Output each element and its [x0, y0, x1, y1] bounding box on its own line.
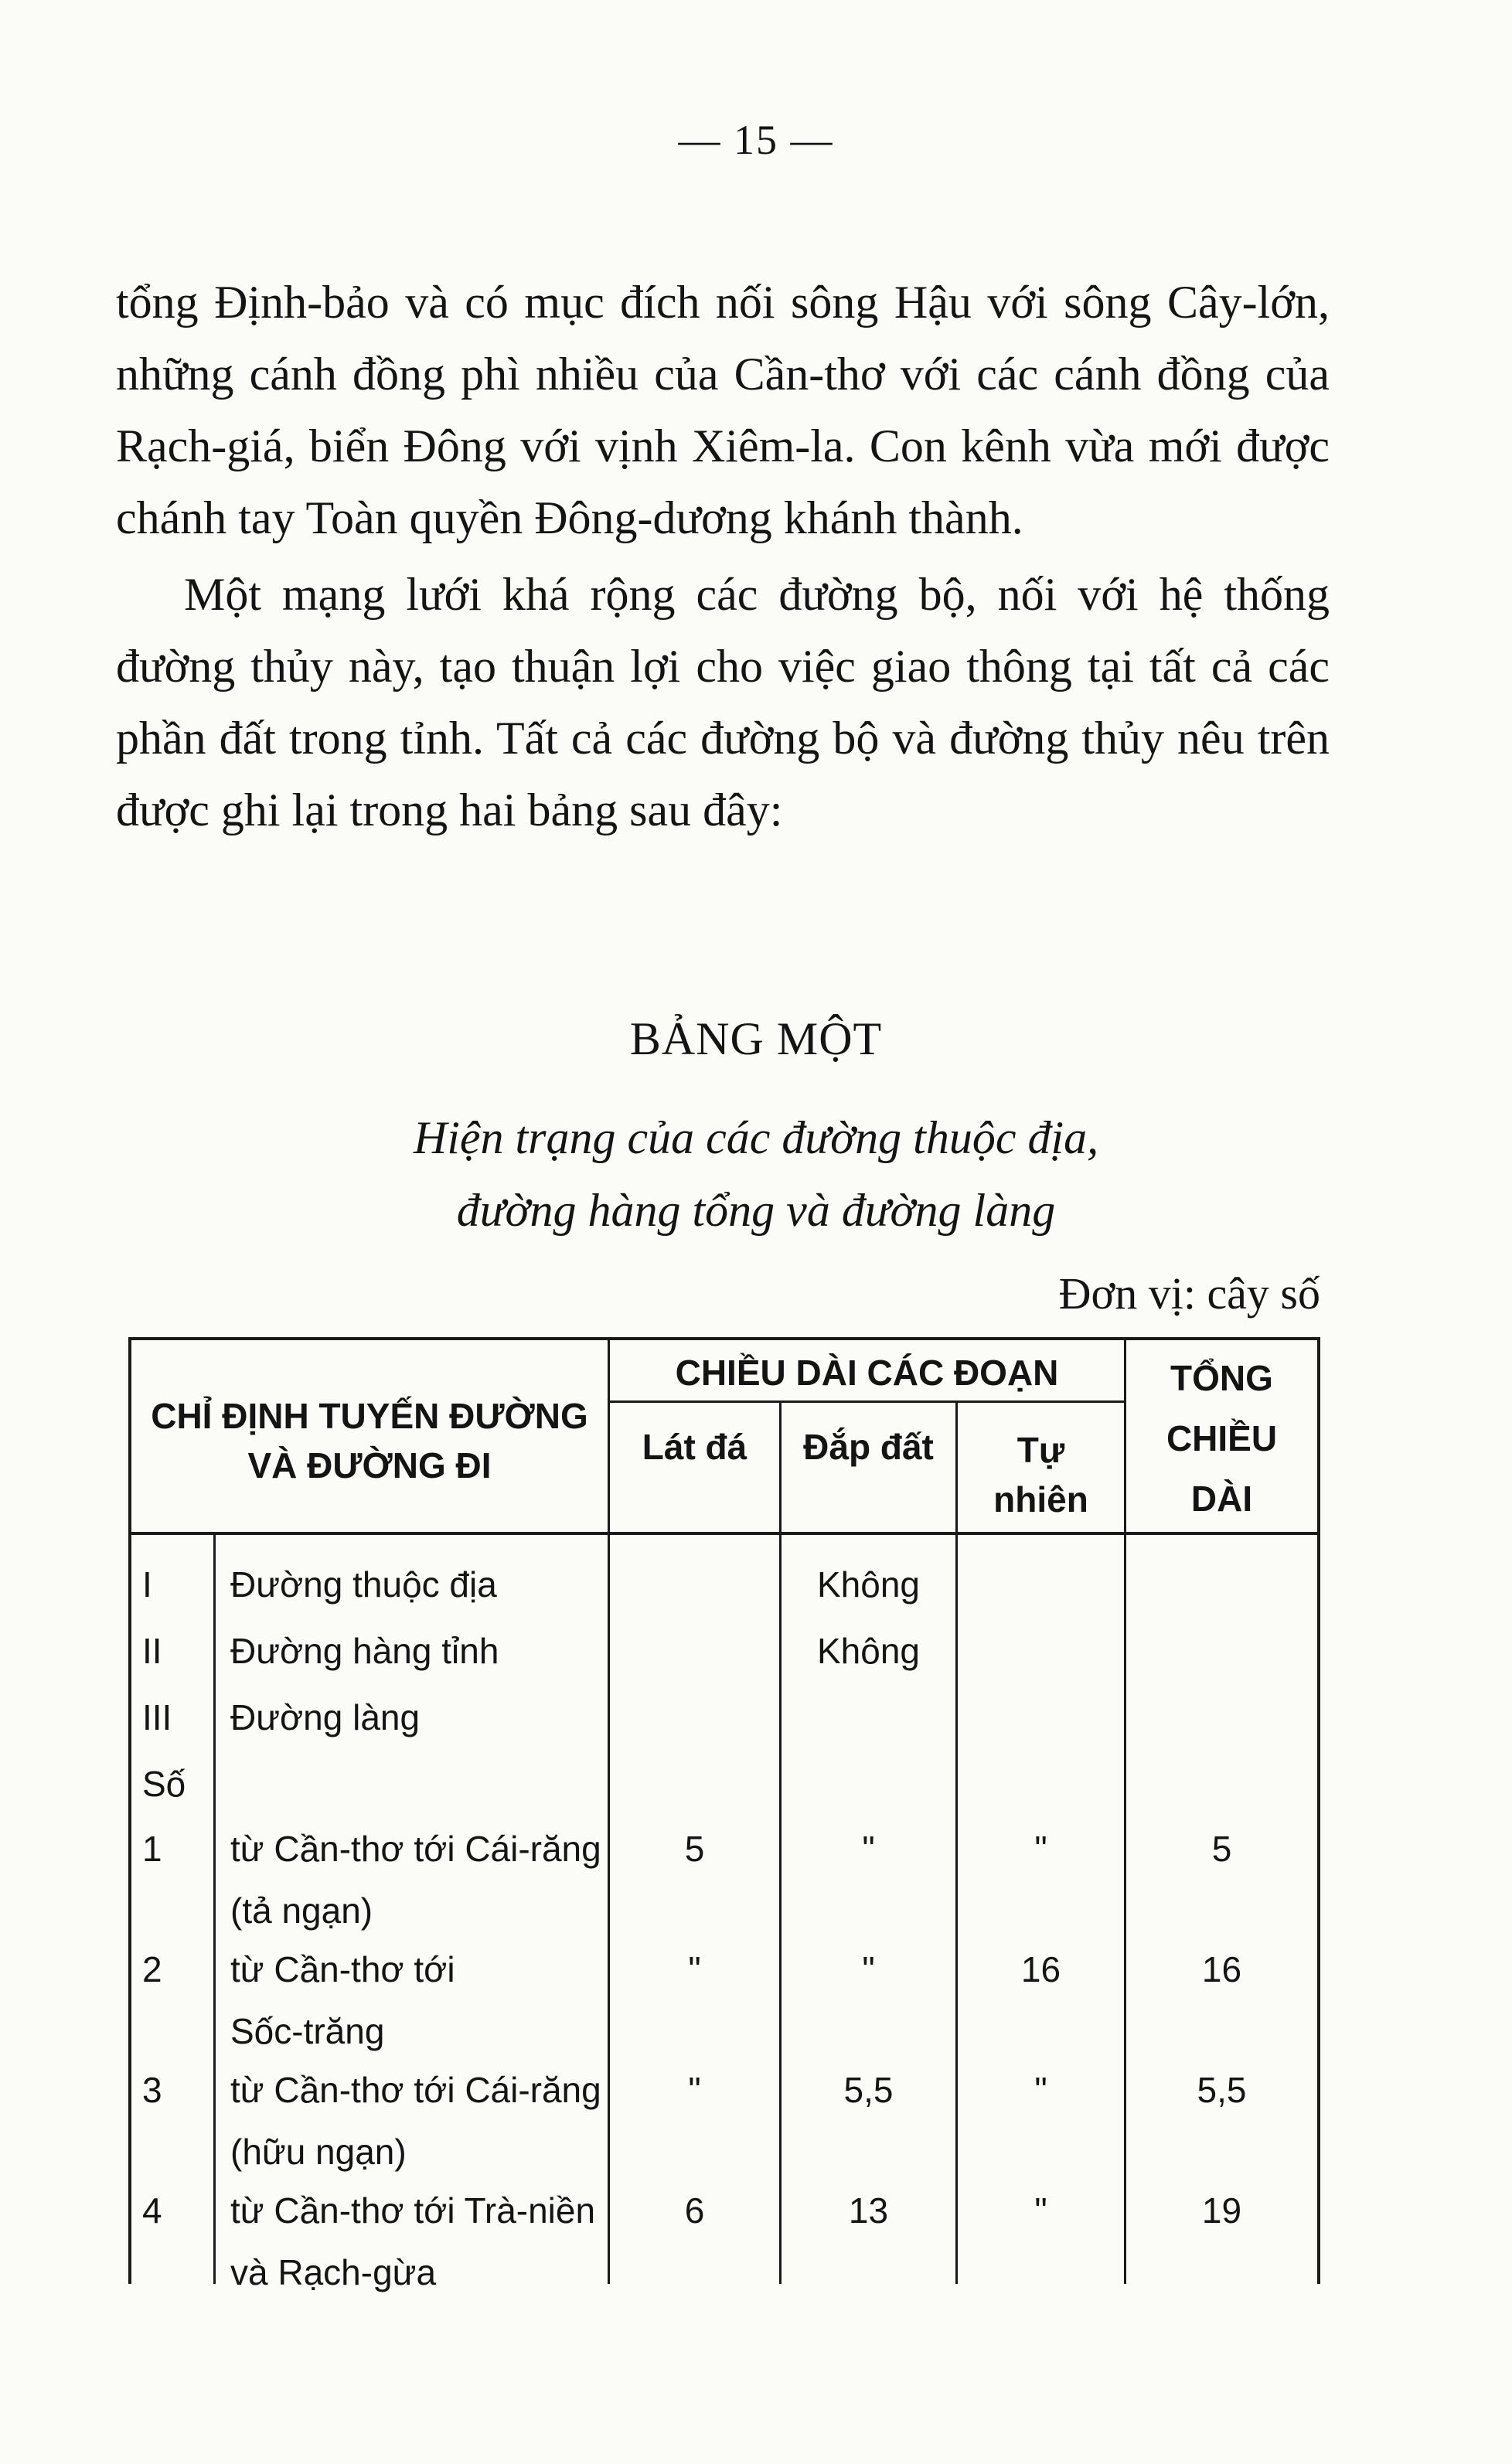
segments-sub-border	[608, 1400, 1124, 1403]
cell-earth: "	[862, 1949, 875, 1989]
table-header-bottom-border	[128, 1532, 1320, 1535]
cell-name	[230, 1938, 606, 2062]
route-name: từ Cần-thơ tới Trà-niền	[230, 2190, 596, 2231]
cell-earth: 13	[848, 2190, 889, 2231]
cell-total: 5,5	[1197, 2070, 1247, 2110]
cell-no: II	[142, 1631, 162, 1671]
route-name: từ Cần-thơ tới	[230, 1949, 455, 1989]
cell-no: I	[142, 1564, 152, 1605]
cell-earth: 5,5	[843, 2070, 894, 2110]
header-total: TỔNG CHIỀU DÀI	[1166, 1358, 1278, 1519]
cell-natural: "	[1034, 1829, 1047, 1869]
cell-no: 1	[142, 1829, 162, 1869]
route-name: Đường thuộc địa	[230, 1564, 497, 1605]
cell-paved: 6	[684, 2190, 705, 2231]
header-route: CHỈ ĐỊNH TUYẾN ĐƯỜNG VÀ ĐƯỜNG ĐI	[151, 1396, 588, 1486]
cell-natural: "	[1034, 2190, 1047, 2231]
route-name: Đường làng	[230, 1697, 421, 1737]
route-name: Đường hàng tỉnh	[230, 1631, 499, 1671]
header-segments: CHIỀU DÀI CÁC ĐOẠN	[675, 1353, 1059, 1393]
col-divider-route	[608, 1337, 610, 2284]
page-number: — 15 —	[678, 117, 834, 163]
header-paved: Lát đá	[642, 1427, 747, 1467]
table-top-border	[128, 1337, 1320, 1340]
table-subtitle-line-2: đường hàng tổng và đường làng	[456, 1185, 1056, 1236]
cell-name	[230, 2180, 606, 2303]
cell-earth: "	[862, 1829, 875, 1869]
cell-paved: "	[688, 2070, 701, 2110]
cell-no: 3	[142, 2070, 162, 2110]
body-text	[116, 267, 1330, 846]
header-earth: Đắp đất	[803, 1427, 934, 1467]
cell-total: 16	[1201, 1949, 1242, 1989]
cell-paved: "	[688, 1949, 701, 1989]
col-divider-number	[213, 1535, 216, 2284]
paragraph-2: Một mạng lưới khá rộng các đường bộ, nối với hệ thống đường thủy này, tạo thuận lợi cho việc giao thông tại tất cả các phần đất trong tỉnh. Tất cả các đường bộ và đường thủy nêu trên được ghi lại trong hai bảng sau đây:	[116, 569, 1330, 836]
cell-paved: 5	[684, 1829, 705, 1869]
route-name-continued: (hữu ngạn)	[230, 2132, 407, 2172]
unit-note: Đơn vị: cây số	[1058, 1268, 1320, 1319]
cell-total: 5	[1211, 1829, 1232, 1869]
cell-name	[230, 1554, 606, 1615]
cell-name	[230, 2059, 606, 2183]
header-natural: Tự nhiên	[993, 1430, 1088, 1520]
cell-name	[230, 1818, 606, 1942]
paragraph-1: tổng Định-bảo và có mục đích nối sông Hậu với sông Cây-lớn, những cánh đồng phì nhiều của Cần-thơ với các cánh đồng của Rạch-giá, biển Đông với vịnh Xiêm-la. Con kênh vừa mới được chánh tay Toàn quyền Đông-dương khánh thành.	[116, 277, 1330, 543]
cell-no: 2	[142, 1949, 162, 1989]
table-right-border	[1317, 1337, 1320, 2284]
cell-natural: 16	[1020, 1949, 1061, 1989]
cell-name	[230, 1620, 606, 1682]
cell-name	[230, 1686, 606, 1748]
cell-total: 19	[1201, 2190, 1242, 2231]
cell-no: Số	[142, 1764, 186, 1804]
table-title: BẢNG MỘT	[629, 1013, 883, 1064]
table-subtitle	[0, 1101, 1512, 1247]
cell-no: 4	[142, 2190, 162, 2231]
cell-natural: "	[1034, 2070, 1047, 2110]
route-name-continued: (tả ngạn)	[230, 1891, 373, 1931]
route-name: từ Cần-thơ tới Cái-răng	[230, 2070, 601, 2110]
roads-table	[128, 1337, 1320, 2292]
route-name-continued: và Rạch-gừa	[230, 2252, 437, 2292]
cell-earth: Không	[816, 1631, 920, 1671]
cell-no: III	[142, 1697, 172, 1737]
route-name: từ Cần-thơ tới Cái-răng	[230, 1829, 601, 1869]
route-name-continued: Sốc-trăng	[230, 2011, 385, 2051]
table-subtitle-line-1: Hiện trạng của các đường thuộc địa,	[413, 1112, 1099, 1163]
cell-earth: Không	[816, 1564, 920, 1605]
